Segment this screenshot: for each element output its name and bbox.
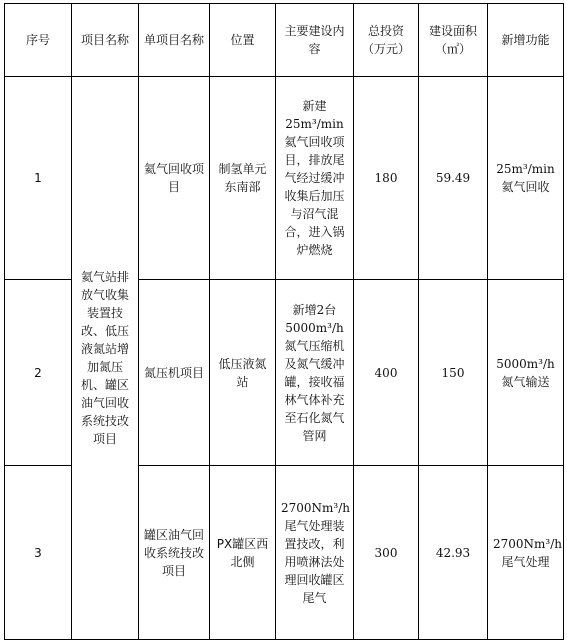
- project-table: [4, 3, 564, 640]
- row-location: PX罐区西北侧: [210, 466, 276, 640]
- row-function: 2700Nm³/h尾气处理: [488, 466, 564, 640]
- row-area: 59.49: [419, 77, 488, 280]
- row-investment: 300: [354, 466, 419, 640]
- row-area: 42.93: [419, 466, 488, 640]
- table-row: [5, 77, 564, 280]
- row-content: 新增2台5000m³/h氮气压缩机及氮气缓冲罐，接收福林气体补充至石化氮气管网: [276, 280, 354, 466]
- row-location: 低压液氮站: [210, 280, 276, 466]
- header-investment: 总投资（万元）: [354, 4, 419, 77]
- row-investment: 180: [354, 77, 419, 280]
- row-area: 150: [419, 280, 488, 466]
- row-sub-name: 氦气回收项目: [139, 77, 210, 280]
- row-function: 5000m³/h氮气输送: [488, 280, 564, 466]
- header-function: 新增功能: [488, 4, 564, 77]
- header-location: 位置: [210, 4, 276, 77]
- row-no: 2: [5, 280, 72, 466]
- header-content: 主要建设内容: [276, 4, 354, 77]
- table-header-row: [5, 4, 564, 77]
- header-sub-name: 单项目名称: [139, 4, 210, 77]
- row-content: 新建25m³/min氦气回收项目，排放尾气经过缓冲收集后加压与沼气混合，进入锅炉燃烧: [276, 77, 354, 280]
- header-project-name: 项目名称: [72, 4, 139, 77]
- row-investment: 400: [354, 280, 419, 466]
- row-content: 2700Nm³/h尾气处理装置技改，利用喷淋法处理回收罐区尾气: [276, 466, 354, 640]
- project-name-cell: 氦气站排放气收集装置技改、低压液氮站增加氮压机、罐区油气回收系统技改项目: [72, 77, 139, 640]
- row-sub-name: 氮压机项目: [139, 280, 210, 466]
- header-no: 序号: [5, 4, 72, 77]
- row-function: 25m³/min氦气回收: [488, 77, 564, 280]
- row-sub-name: 罐区油气回收系统技改项目: [139, 466, 210, 640]
- row-no: 3: [5, 466, 72, 640]
- row-location: 制氢单元东南部: [210, 77, 276, 280]
- header-area: 建设面积（㎡）: [419, 4, 488, 77]
- row-no: 1: [5, 77, 72, 280]
